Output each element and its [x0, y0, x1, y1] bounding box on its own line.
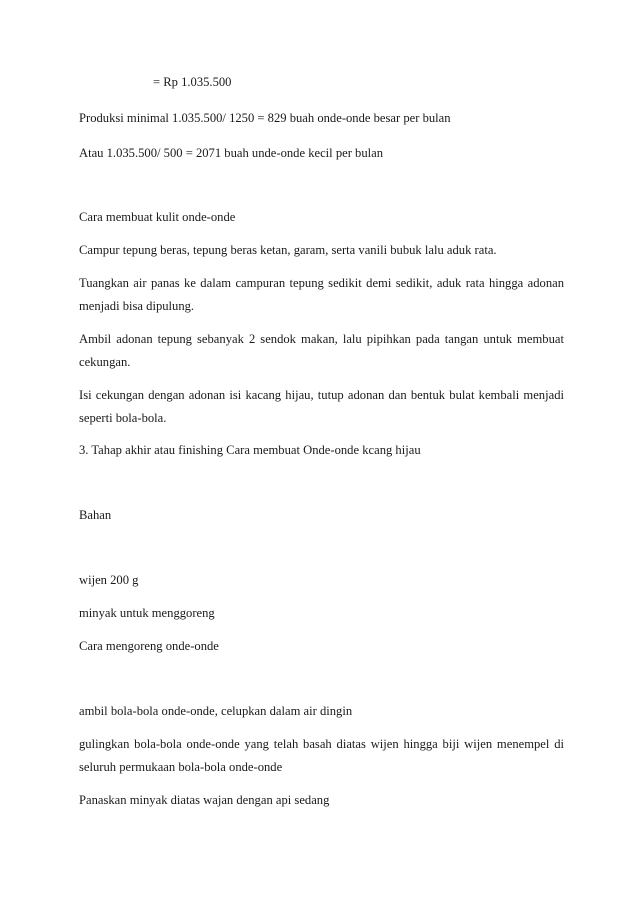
frying-step-roll-line-2: seluruh permukaan bola-bola onde-onde	[79, 760, 283, 774]
section-heading-skin: Cara membuat kulit onde-onde	[79, 210, 236, 224]
step-take-line-2: cekungan.	[79, 355, 131, 369]
step-pour-line-1: Tuangkan air panas ke dalam campuran tepung sedikit demi sedikit, aduk rata hingga adonan	[79, 276, 564, 290]
frying-step-heat-oil: Panaskan minyak diatas wajan dengan api sedang	[79, 793, 330, 807]
finishing-heading: 3. Tahap akhir atau finishing Cara membuat Onde-onde kcang hijau	[79, 443, 421, 457]
minimum-production-small-line: Atau 1.035.500/ 500 = 2071 buah unde-onde kecil per bulan	[79, 146, 384, 160]
ingredient-sesame: wijen 200 g	[79, 573, 139, 587]
minimum-production-big-line: Produksi minimal 1.035.500/ 1250 = 829 buah onde-onde besar per bulan	[79, 111, 451, 125]
ingredient-oil: minyak untuk menggoreng	[79, 606, 215, 620]
total-cost-line: = Rp 1.035.500	[153, 75, 232, 89]
frying-heading: Cara mengoreng onde-onde	[79, 639, 219, 653]
step-fill-line-1: Isi cekungan dengan adonan isi kacang hijau, tutup adonan dan bentuk bulat kembali menjadi	[79, 388, 564, 402]
step-take-line-1: Ambil adonan tepung sebanyak 2 sendok makan, lalu pipihkan pada tangan untuk membuat	[79, 332, 564, 346]
step-pour-line-2: menjadi bisa dipulung.	[79, 299, 195, 313]
ingredients-heading: Bahan	[79, 508, 112, 522]
step-mix-line: Campur tepung beras, tepung beras ketan, garam, serta vanili bubuk lalu aduk rata.	[79, 243, 497, 257]
frying-step-roll-line-1: gulingkan bola-bola onde-onde yang telah basah diatas wijen hingga biji wijen menempel di	[79, 737, 564, 751]
step-fill-line-2: seperti bola-bola.	[79, 411, 167, 425]
frying-step-dip: ambil bola-bola onde-onde, celupkan dalam air dingin	[79, 704, 353, 718]
